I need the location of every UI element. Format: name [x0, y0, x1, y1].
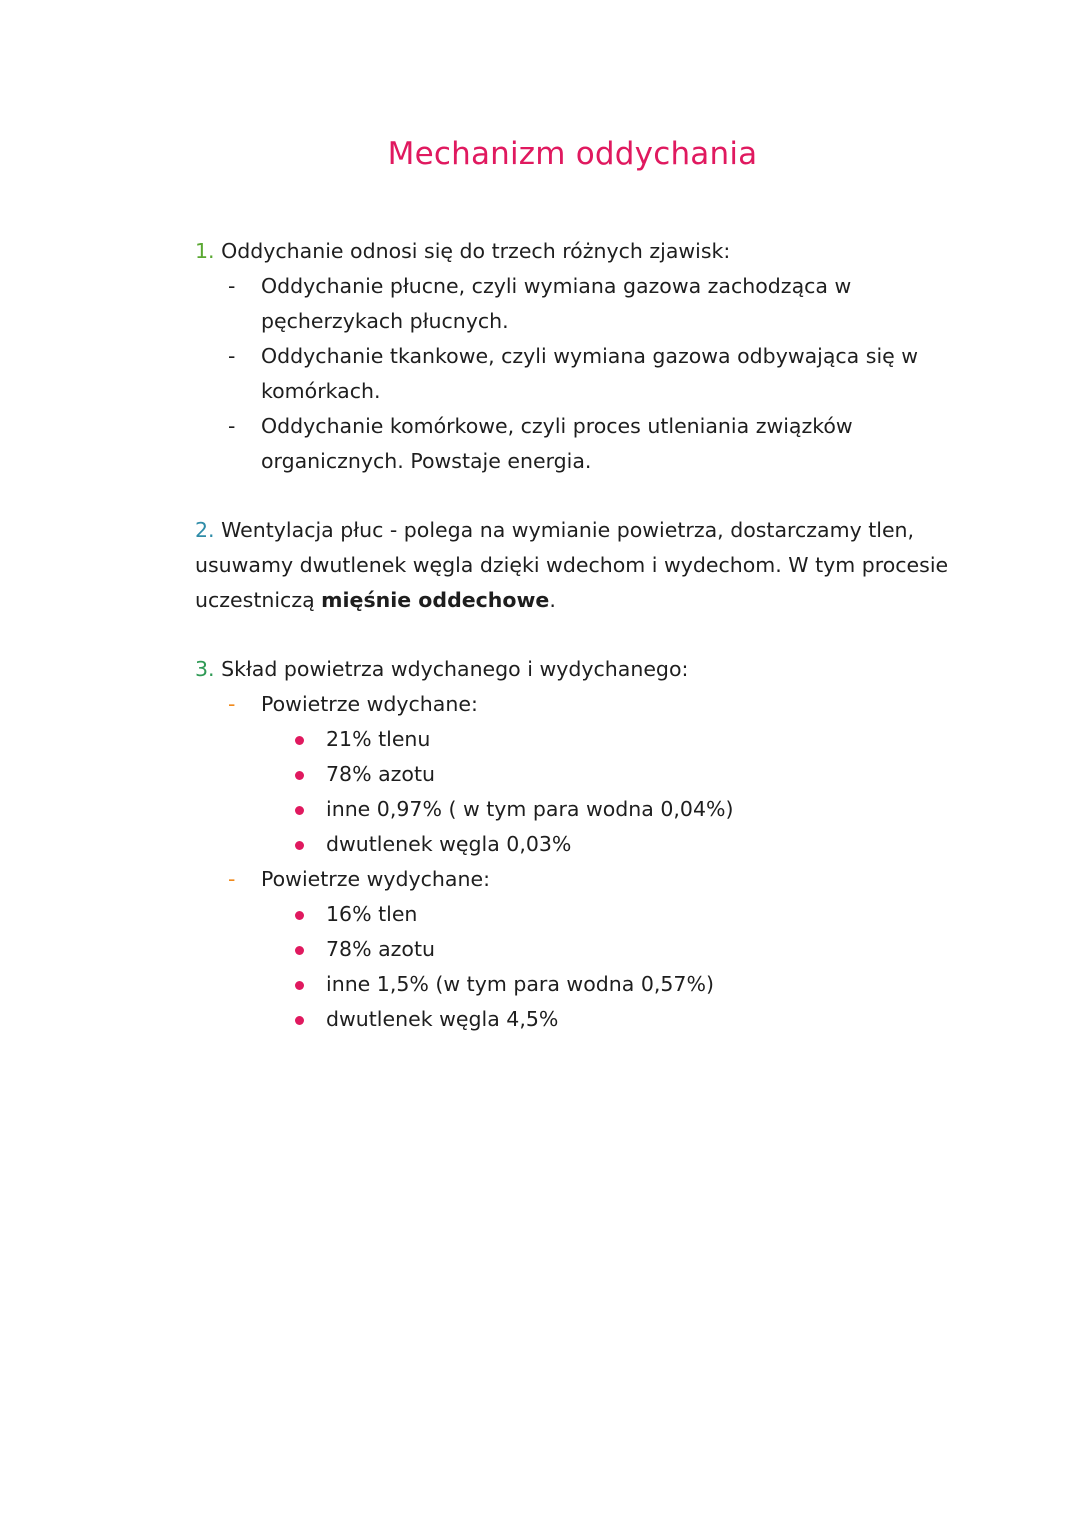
- bullet-icon: [295, 981, 304, 990]
- list-item: inne 0,97% ( w tym para wodna 0,04%): [326, 797, 734, 821]
- section-2-text: Wentylacja płuc - polega na wymianie powietrza, dostarczamy tlen,: [221, 518, 915, 542]
- section-2-number: 2.: [195, 518, 215, 542]
- section-2-line: [195, 516, 914, 544]
- bullet-icon: [295, 736, 304, 745]
- section-2-line: [195, 586, 556, 614]
- page-title: Mechanizm oddychania: [387, 136, 758, 172]
- bullet-icon: [295, 841, 304, 850]
- emphasis-text: mięśnie oddechowe: [321, 588, 550, 612]
- list-item: Oddychanie komórkowe, czyli proces utleniania związków: [261, 414, 853, 438]
- list-dash: -: [228, 692, 236, 716]
- section-3-heading-text: Skład powietrza wdychanego i wydychanego:: [221, 657, 689, 681]
- section-2-line: usuwamy dwutlenek węgla dzięki wdechom i wydechom. W tym procesie: [195, 553, 949, 577]
- bullet-icon: [295, 1016, 304, 1025]
- list-item: Oddychanie płucne, czyli wymiana gazowa zachodząca w: [261, 274, 852, 298]
- list-dash: -: [228, 274, 236, 298]
- list-item: dwutlenek węgla 0,03%: [326, 832, 572, 856]
- list-item: 16% tlen: [326, 902, 418, 926]
- list-dash: -: [228, 344, 236, 368]
- section-1-heading-text: Oddychanie odnosi się do trzech różnych zjawisk:: [221, 239, 731, 263]
- section-1-heading: [195, 237, 730, 265]
- section-2-text: .: [549, 588, 556, 612]
- group-label: Powietrze wdychane:: [261, 692, 478, 716]
- group-label: Powietrze wydychane:: [261, 867, 490, 891]
- list-item: 78% azotu: [326, 937, 435, 961]
- section-1-number: 1.: [195, 239, 215, 263]
- list-item: 21% tlenu: [326, 727, 431, 751]
- section-3-heading: [195, 655, 688, 683]
- list-dash: -: [228, 414, 236, 438]
- list-item-continuation: komórkach.: [261, 379, 381, 403]
- list-item-continuation: organicznych. Powstaje energia.: [261, 449, 592, 473]
- bullet-icon: [295, 946, 304, 955]
- list-dash: -: [228, 867, 236, 891]
- bullet-icon: [295, 771, 304, 780]
- list-item-continuation: pęcherzykach płucnych.: [261, 309, 509, 333]
- section-3-number: 3.: [195, 657, 215, 681]
- list-item: inne 1,5% (w tym para wodna 0,57%): [326, 972, 714, 996]
- list-item: dwutlenek węgla 4,5%: [326, 1007, 559, 1031]
- bullet-icon: [295, 806, 304, 815]
- bullet-icon: [295, 911, 304, 920]
- list-item: 78% azotu: [326, 762, 435, 786]
- list-item: Oddychanie tkankowe, czyli wymiana gazowa odbywająca się w: [261, 344, 919, 368]
- section-2-text: uczestniczą: [195, 588, 322, 612]
